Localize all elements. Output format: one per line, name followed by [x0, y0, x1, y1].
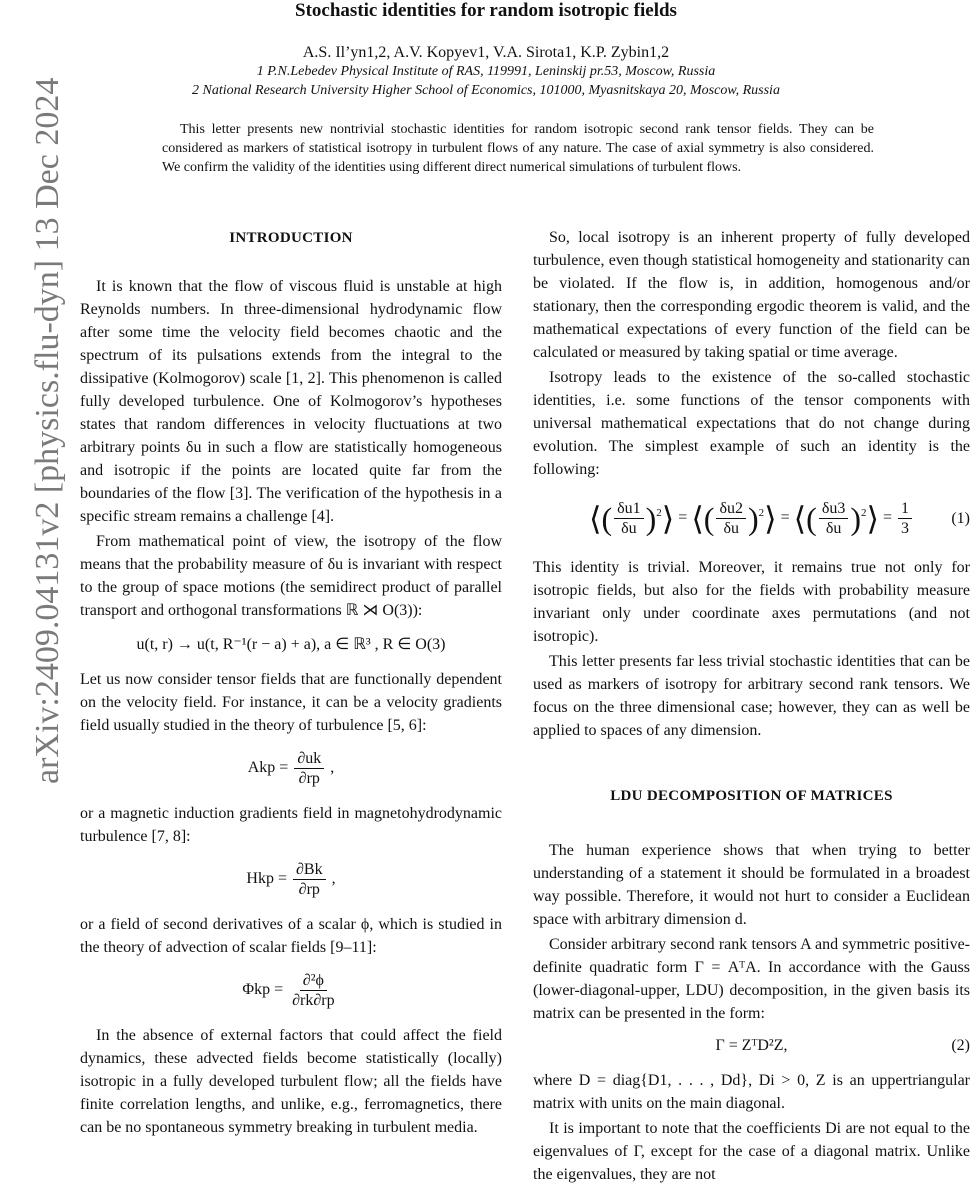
fraction [293, 860, 326, 899]
paragraph: From mathematical point of view, the isotropy of the flow means that the probability measure of δu is invariant with respect to the group of space motions (the semidirect product of parallel transport and orthogonal transformations ℝ ⋊ O(3)): [80, 533, 502, 619]
paragraph: It is important to note that the coefficients Di are not equal to the eigenvalues of Γ, except for the case of a diagonal matrix. Unlike the eigenvalues, they are not [533, 1120, 970, 1183]
equation-number: (2) [951, 1037, 970, 1054]
abstract: This letter presents new nontrivial stochastic identities for random isotropic second rank tensor fields. They can be considered as markers of statistical isotropy in turbulent flows of any nature. The case of axial symmetry is also considered. We confirm the validity of the identities using different direct numerical simulations of turbulent flows. [162, 122, 874, 175]
fraction-numerator: δu2 [716, 499, 746, 519]
equation-lhs: Φkp = [242, 981, 284, 999]
equation-2 [533, 1037, 970, 1055]
arxiv-identifier: arXiv:2409.04131v2 [physics.flu-dyn] 13 Dec 2024 [29, 77, 66, 784]
paragraph: In the absence of external factors that could affect the field dynamics, these advected fields become statistically (locally) isotropic in a fully developed turbulent flow; all the fields have finite correlation lengths, and unlike, e.g., ferromagnetics, there can be no spontaneous symmetry breaking in turbulent media. [80, 1027, 502, 1136]
fraction [294, 749, 324, 788]
fraction-numerator: δu1 [614, 499, 644, 519]
paragraph: So, local isotropy is an inherent property of fully developed turbulence, even though statistical homogeneity and stationarity can be violated. If the flow is, in addition, homogenous and/or stationary, then the corresponding ergodic theorem is valid, and the mathematical expectations of every function of the field can be calculated or measured by taking spatial or time average. [533, 229, 970, 361]
section-heading-ldu: LDU DECOMPOSITION OF MATRICES [610, 788, 893, 804]
fraction-numerator: δu3 [819, 499, 849, 519]
fraction [898, 499, 912, 538]
equation-body: Γ = ZᵀD²Z, [715, 1037, 788, 1054]
fraction-denominator: δu [723, 520, 739, 537]
equation-number: (1) [951, 509, 970, 527]
fraction [716, 499, 746, 538]
equation-lhs: Akp = [247, 759, 289, 777]
paragraph: or a field of second derivatives of a scalar ϕ, which is studied in the theory of advection of scalar fields [9–11]: [80, 916, 502, 956]
author-list: A.S. Il’yn1,2, A.V. Kopyev1, V.A. Sirota1, K.P. Zybin1,2 [302, 44, 670, 61]
fraction-denominator: δu [825, 520, 842, 537]
paragraph: This letter presents far less trivial stochastic identities that can be used as markers of isotropy for arbitrary second rank tensors. We focus on the three dimensional case; however, they can as well be applied to spaces of any dimension. [533, 653, 970, 739]
fraction [289, 971, 337, 1010]
fraction [614, 499, 644, 538]
paragraph: This identity is trivial. Moreover, it remains true not only for isotropic fields, but also for the fields with probability measure invariant only under coordinate axes permutations (and not isotropic). [533, 559, 970, 645]
paragraph: It is known that the flow of viscous fluid is unstable at high Reynolds numbers. In three-dimensional hydrodynamic flow after some time the velocity field becomes chaotic and the spectrum of its pulsations extends from the integral to the dissipative (Kolmogorov) scale [1, 2]. This phenomenon is called fully developed turbulence. One of Kolmogorov’s hypotheses states that random differences in velocity fluctuations at two arbitrary points δu in such a flow are statistically homogeneous and isotropic if the points are located quite far from the boundaries of the flow [3]. The verification of the hypothesis in a specific stream remains a challenge [4]. [80, 278, 502, 525]
equation-scalar-hessian [80, 971, 502, 1010]
fraction-denominator: 3 [901, 520, 910, 537]
fraction-denominator: ∂rp [298, 770, 320, 787]
affiliation-1: 1 P.N.Lebedev Physical Institute of RAS, 119991, Leninskij pr.53, Moscow, Russia [256, 64, 716, 79]
paragraph: Let us now consider tensor fields that are functionally dependent on the velocity field. For instance, it can be a velocity gradients field usually studied in the theory of turbulence [5, 6]: [80, 671, 502, 734]
fraction-denominator: ∂rp [298, 881, 320, 898]
fraction-numerator: ∂²ϕ [300, 971, 327, 991]
equation-velocity-gradient: Akp = $\frac{\partial uk}{\partial rp}$ , [247, 750, 335, 787]
fraction-numerator: ∂Bk [293, 860, 326, 880]
equation-magnetic-gradient: Hkp = $\frac{\partial Bk}{\partial rp}$ , [246, 861, 336, 898]
fraction-numerator: 1 [898, 499, 912, 519]
paragraph: where D = diag{D1, . . . , Dd}, Di > 0, Z is an uppertriangular matrix with units on the main diagonal. [533, 1072, 970, 1112]
fraction-denominator: ∂rk∂rp [292, 992, 335, 1009]
equation-1: ⟨( $\frac{\delta u1}{\delta u}$ )$^2$⟩ = ⟨( $\frac{\delta u2}{\delta u}$ )$^2$⟩ = ⟨( $\frac{\delta u3}{\delta u}$ )$^2$⟩ = $\frac{1}{3}$ (1) [588, 500, 970, 537]
paragraph: Isotropy leads to the existence of the so-called stochastic identities, i.e. some functions of the tensor components with universal mathematical expectations that do not change during evolution. The simplest example of such an identity is the following: [533, 369, 970, 478]
section-heading-introduction: INTRODUCTION [229, 230, 353, 246]
fraction-denominator: δu [621, 520, 637, 537]
paragraph: Consider arbitrary second rank tensors A and symmetric positive-definite quadratic form Γ = AᵀA. In accordance with the Gauss (lower-diagonal-upper, LDU) decomposition, in the given basis its matrix can be presented in the form: [533, 936, 970, 1022]
right-column [533, 226, 970, 1188]
equation-space-motion: u(t, r) → u(t, R⁻¹(r − a) + a), a ∈ ℝ³ , R ∈ O(3) [136, 636, 446, 653]
paper-title: Stochastic identities for random isotropic fields [295, 0, 677, 21]
paragraph: or a magnetic induction gradients field in magnetohydrodynamic turbulence [7, 8]: [80, 805, 502, 845]
fraction-numerator: ∂uk [294, 749, 324, 769]
left-column [80, 224, 502, 1141]
fraction [819, 499, 849, 538]
paragraph: The human experience shows that when trying to better understanding of a statement it should be formulated in a broadest way possible. Therefore, it would not hurt to consider a Euclidean space with arbitrary dimension d. [533, 842, 970, 928]
equation-lhs: Hkp = [246, 870, 287, 888]
affiliation-2: 2 National Research University Higher School of Economics, 101000, Myasnitskaya 20, Moscow, Russia [192, 83, 780, 98]
